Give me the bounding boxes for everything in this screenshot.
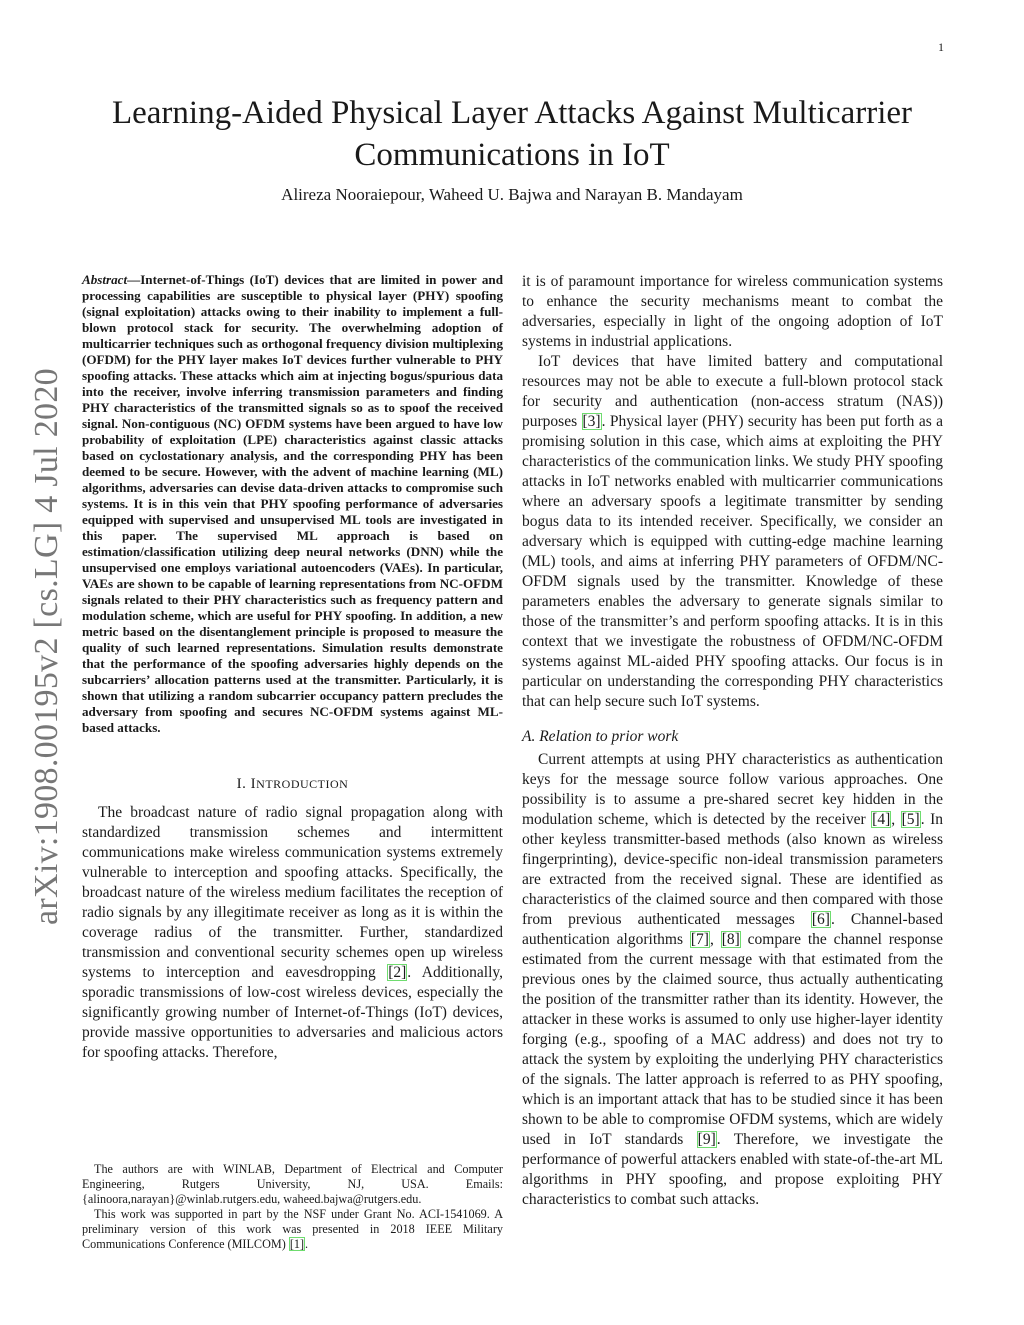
intro-paragraph-2: it is of paramount importance for wireless communication systems to enhance the security mechanisms meant to combat the adversaries, especially in light of the ongoing adoption of IoT systems in industrial applications. (522, 273, 943, 350)
section-heading-introduction (82, 776, 503, 793)
citation-link[interactable]: [3] (582, 413, 601, 430)
text-run: , (891, 811, 901, 828)
citation-link[interactable]: [7] (690, 931, 709, 948)
section-number: I. (236, 776, 247, 792)
abstract-label: Abstract (82, 272, 128, 287)
page-number: 1 (938, 40, 944, 54)
abstract-text: —Internet-of-Things (IoT) devices that are limited in power and processing capabilities are susceptible to physical layer (PHY) spoofing (signal exploitation) attacks owing to their inability to implement a full-blown protocol stack for security. The overwhelming adoption of multicarrier techniques such as orthogonal frequency division multiplexing (OFDM) for the PHY layer makes IoT devices further vulnerable to PHY spoofing attacks. These attacks which aim at injecting bogus/spurious data into the receiver, involve inferring transmission parameters and finding PHY characteristics of the transmitted signals so as to spoof the received signal. Non-contiguous (NC) OFDM systems have been argued to have low probability of exploitation (LPE) characteristics against classic attacks based on cyclostationary analysis, and the corresponding PHY has been deemed to be secure. However, with the advent of machine learning (ML) algorithms, adversaries can devise data-driven attacks to compromise such systems. It is in this vein that PHY spoofing performance of adversaries equipped with supervised and unsupervised ML tools are investigated in this paper. The supervised ML approach is based on estimation/classification utilizing deep neural networks (DNN) while the unsupervised one employs variational autoencoders (VAEs). In particular, VAEs are shown to be capable of learning representations from NC-OFDM signals related to their PHY characteristics such as frequency pattern and modulation scheme, which are useful for PHY spoofing. In addition, a new metric based on the disentanglement principle is proposed to measure the quality of such learned representations. Simulation results demonstrate that the performance of the spoofing adversaries highly depends on the subcarriers’ allocation patterns used at the transmitter. Particularly, it is shown that utilizing a random subcarrier occupancy pattern precludes the adversary from spoofing and secures NC-OFDM systems against ML-based attacks. (82, 272, 503, 735)
footnote-funding (82, 1207, 503, 1252)
title-line-2: Communications in IoT (354, 137, 670, 173)
left-column (82, 272, 503, 1063)
text-run: . Additionally, sporadic transmissions of low-cost wireless devices, especially the significantly growing number of Internet-of-Things (IoT) devices, provide massive opportunities to adversaries and malicious actors for spoofing attacks. Therefore, (82, 964, 503, 1061)
text-run: IoT devices that have limited battery and computational resources may not be able to execute a full-blown protocol stack for security and authentication (non-access stratum (NAS)) purposes (522, 353, 943, 430)
text-run: . Therefore, we investigate the performance of powerful attackers enabled with state-of-the-art ML algorithms in PHY spoofing, and propose exploiting PHY characteristics to combat such attacks. (522, 1131, 943, 1208)
text-run: compare the channel response estimated from the current message with that estimated from the previous ones by the claimed source, thus actually authenticating the position of the transmitter rather than its identity. However, the attacker in these works is assumed to only use higher-layer identity forging (e.g., spoofing of a MAC address) and does not try to attack the system by exploiting the underlying PHY characteristics of the signals. The latter approach is referred to as PHY spoofing, which is an important attack that has to be studied since it has been shown to be able to compromise OFDM systems, which are widely used in IoT standards (522, 931, 943, 1148)
right-column (522, 272, 943, 1210)
arxiv-stamp: arXiv:1908.00195v2 [cs.LG] 4 Jul 2020 (28, 368, 65, 925)
intro-paragraph-3 (522, 352, 943, 712)
text-run: . Channel-based authentication algorithms (522, 911, 943, 948)
footnotes (82, 1162, 503, 1252)
text-run: This work was supported in part by the NSF under Grant No. ACI-1541069. A preliminary version of this work was presented in 2018 IEEE Military Communications Conference (MILCOM) (82, 1207, 503, 1251)
citation-link[interactable]: [1] (289, 1237, 305, 1251)
citation-link[interactable]: [6] (811, 911, 830, 928)
subsection-heading-prior-work: A. Relation to prior work (522, 728, 679, 745)
citation-link[interactable]: [5] (901, 811, 920, 828)
text-run: . In other keyless transmitter-based methods (also known as wireless fingerprinting), device-specific non-ideal transmission parameters are extracted from the received signal. These are identified as characteristics of the claimed source and then compared with those from previous authenticated messages (522, 811, 943, 928)
title-line-1: Learning-Aided Physical Layer Attacks Against Multicarrier (111, 95, 912, 131)
citation-link[interactable]: [8] (721, 931, 740, 948)
footnote-affiliation: The authors are with WINLAB, Department of Electrical and Computer Engineering, Rutgers University, NJ, USA. Emails: {alinoora,narayan}@winlab.rutgers.edu, waheed.bajwa@rutgers.edu. (82, 1162, 503, 1206)
section-title-rest: NTRODUCTION (256, 777, 349, 791)
prior-work-paragraph (522, 750, 943, 1210)
citation-link[interactable]: [2] (388, 964, 407, 981)
text-run: , (709, 931, 721, 948)
paper-title (70, 92, 954, 176)
author-list: Alireza Nooraiepour, Waheed U. Bajwa and Narayan B. Mandayam (281, 185, 743, 204)
citation-link[interactable]: [4] (872, 811, 891, 828)
text-run: The broadcast nature of radio signal propagation along with standardized transmission schemes and intermittent communications make wireless communication systems extremely vulnerable to interception and spoofing attacks. Specifically, the broadcast nature of the wireless medium facilitates the reception of radio signals by any illegitimate receiver as long as it is within the coverage radius of the transmitter. Further, standardized transmission and conventional security schemes open up wireless systems to interception and eavesdropping (82, 804, 503, 981)
section-title-initial: I (250, 776, 257, 792)
citation-link[interactable]: [9] (697, 1131, 716, 1148)
text-run: . Physical layer (PHY) security has been put forth as a promising solution in this case, which aims at exploiting the PHY characteristics of the communication links. We study PHY spoofing attacks in IoT networks enabled with multicarrier communications where an adversary spoofs a legitimate transmitter by sending bogus data to its intended receiver. Specifically, we consider an adversary which is equipped with cutting-edge machine learning (ML) tools, and aims at inferring PHY parameters of OFDM/NC-OFDM signals used by the transmitter. Knowledge of these parameters enables the adversary to generate signals similar to those of the transmitter’s and perform spoofing attacks. It is in this context that we investigate the robustness of OFDM/NC-OFDM systems against ML-aided PHY spoofing attacks. Our focus is in particular on understanding the corresponding PHY characteristics that can help secure such IoT systems. (522, 413, 944, 710)
text-run: . (305, 1237, 309, 1251)
text-run: Current attempts at using PHY characteristics as authentication keys for the message source follow various approaches. One possibility is to assume a pre-shared secret key hidden in the modulation scheme, which is detected by the receiver (522, 751, 943, 828)
intro-paragraph-1 (82, 803, 503, 1063)
abstract (82, 272, 503, 736)
